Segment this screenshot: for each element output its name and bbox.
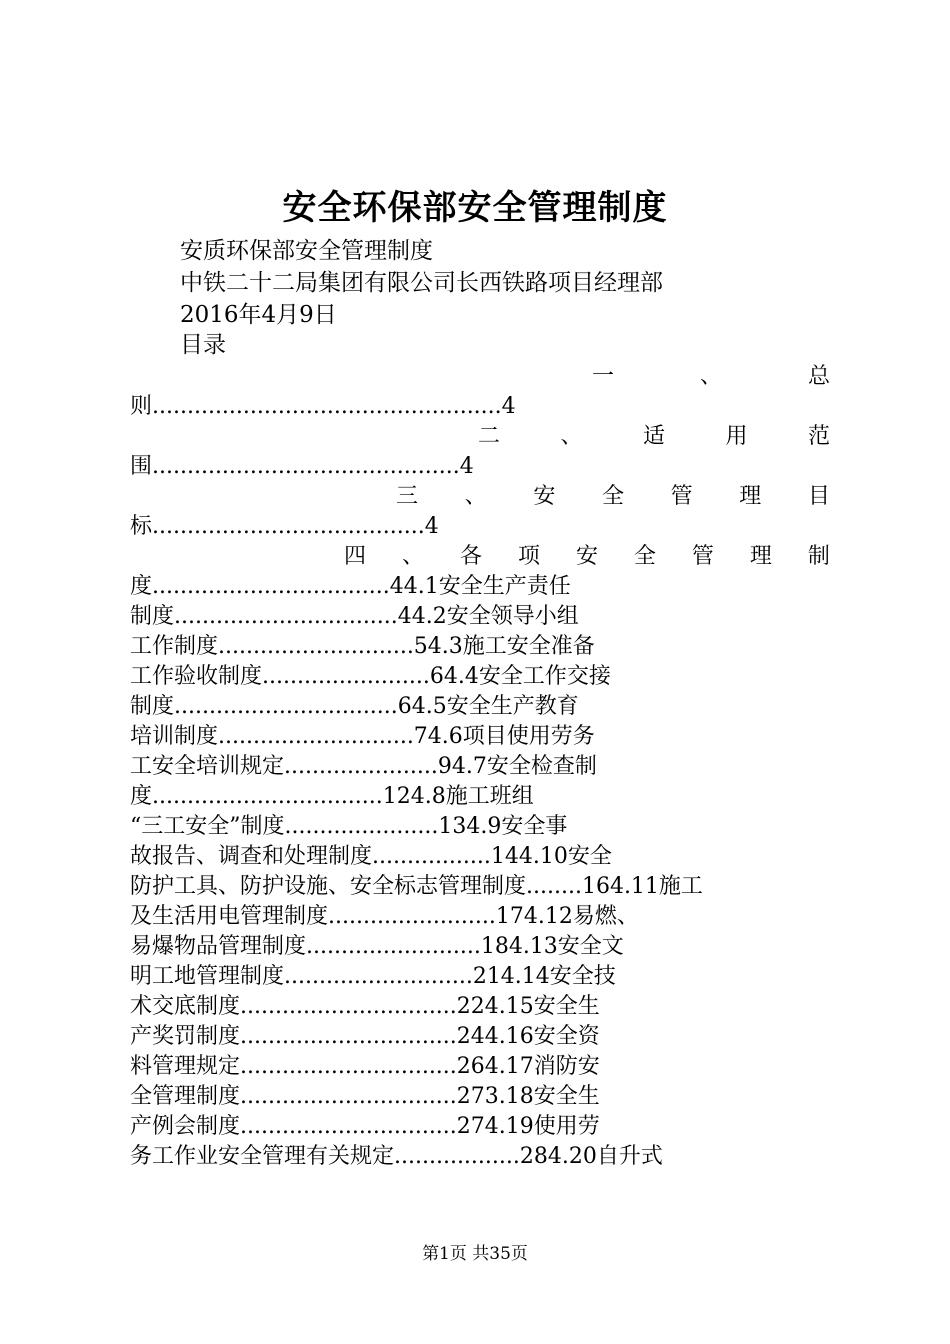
toc-char: 管 xyxy=(691,544,714,569)
toc-line: 则..................................................4 xyxy=(130,394,516,419)
toc-line xyxy=(130,422,830,452)
toc-line: 工安全培训规定......................94.7安全检查制 xyxy=(130,754,597,779)
organization-name: 中铁二十二局集团有限公司长西铁路项目经理部 xyxy=(180,270,663,296)
table-of-contents xyxy=(130,362,830,1172)
toc-line: 防护工具、防护设施、安全标志管理制度........164.11施工 xyxy=(130,874,703,899)
document-subtitle: 安质环保部安全管理制度 xyxy=(180,238,433,264)
toc-char: 、 xyxy=(699,364,722,389)
toc-line: 培训制度............................74.6项目使用劳务 xyxy=(130,724,595,749)
toc-line: 全管理制度...............................273.18安全生 xyxy=(130,1084,600,1109)
toc-line: 产奖罚制度...............................244.16安全资 xyxy=(130,1024,600,1049)
toc-char: 四 xyxy=(344,544,367,569)
toc-line xyxy=(130,542,830,572)
toc-line: 术交底制度...............................224.15安全生 xyxy=(130,994,600,1019)
toc-line: 故报告、调查和处理制度.................144.10安全 xyxy=(130,844,612,869)
page-footer: 第1页 共35页 xyxy=(422,1244,528,1264)
toc-char: 三 xyxy=(396,484,419,509)
toc-line xyxy=(130,482,830,512)
toc-char: 全 xyxy=(633,544,656,569)
toc-char: 适 xyxy=(642,424,665,449)
toc-char: 目 xyxy=(807,484,830,509)
toc-line: 度.................................124.8施工班组 xyxy=(130,784,534,809)
toc-char: 总 xyxy=(807,364,830,389)
toc-line: “三工安全”制度......................134.9安全事 xyxy=(130,814,568,839)
toc-char: 理 xyxy=(749,544,772,569)
document-title: 安全环保部安全管理制度 xyxy=(282,188,668,228)
toc-line xyxy=(130,362,830,392)
toc-line: 易爆物品管理制度.........................184.13安全文 xyxy=(130,934,624,959)
toc-line: 度..................................44.1安全生产责任 xyxy=(130,574,571,599)
toc-line: 工作制度............................54.3施工安全准备 xyxy=(130,634,595,659)
toc-char: 安 xyxy=(533,484,556,509)
toc-char: 管 xyxy=(670,484,693,509)
toc-line: 标.......................................4 xyxy=(130,514,439,539)
toc-char: 范 xyxy=(807,424,830,449)
toc-line: 工作验收制度........................64.4安全工作交接 xyxy=(130,664,611,689)
toc-line: 及生活用电管理制度........................174.12易燃、 xyxy=(130,904,639,929)
toc-char: 各 xyxy=(459,544,482,569)
toc-line: 明工地管理制度...........................214.14安全技 xyxy=(130,964,616,989)
document-date: 2016年4月9日 xyxy=(180,302,337,328)
toc-char: 用 xyxy=(725,424,748,449)
toc-char: 全 xyxy=(601,484,624,509)
toc-char: 、 xyxy=(401,544,424,569)
toc-line: 料管理规定...............................264.17消防安 xyxy=(130,1054,600,1079)
toc-char: 安 xyxy=(575,544,598,569)
toc-char: 二 xyxy=(478,424,501,449)
toc-char: 项 xyxy=(517,544,540,569)
toc-char: 制 xyxy=(807,544,830,569)
toc-char: 理 xyxy=(739,484,762,509)
toc-line: 制度................................44.2安全领导小组 xyxy=(130,604,579,629)
toc-heading: 目录 xyxy=(180,332,226,358)
toc-line: 产例会制度...............................274.19使用劳 xyxy=(130,1114,600,1139)
toc-char: 、 xyxy=(464,484,487,509)
toc-line: 围............................................4 xyxy=(130,454,474,479)
toc-char: 一 xyxy=(592,364,615,389)
toc-line: 务工作业安全管理有关规定..................284.20自升式 xyxy=(130,1144,663,1169)
toc-line: 制度................................64.5安全生产教育 xyxy=(130,694,579,719)
toc-char: 、 xyxy=(560,424,583,449)
